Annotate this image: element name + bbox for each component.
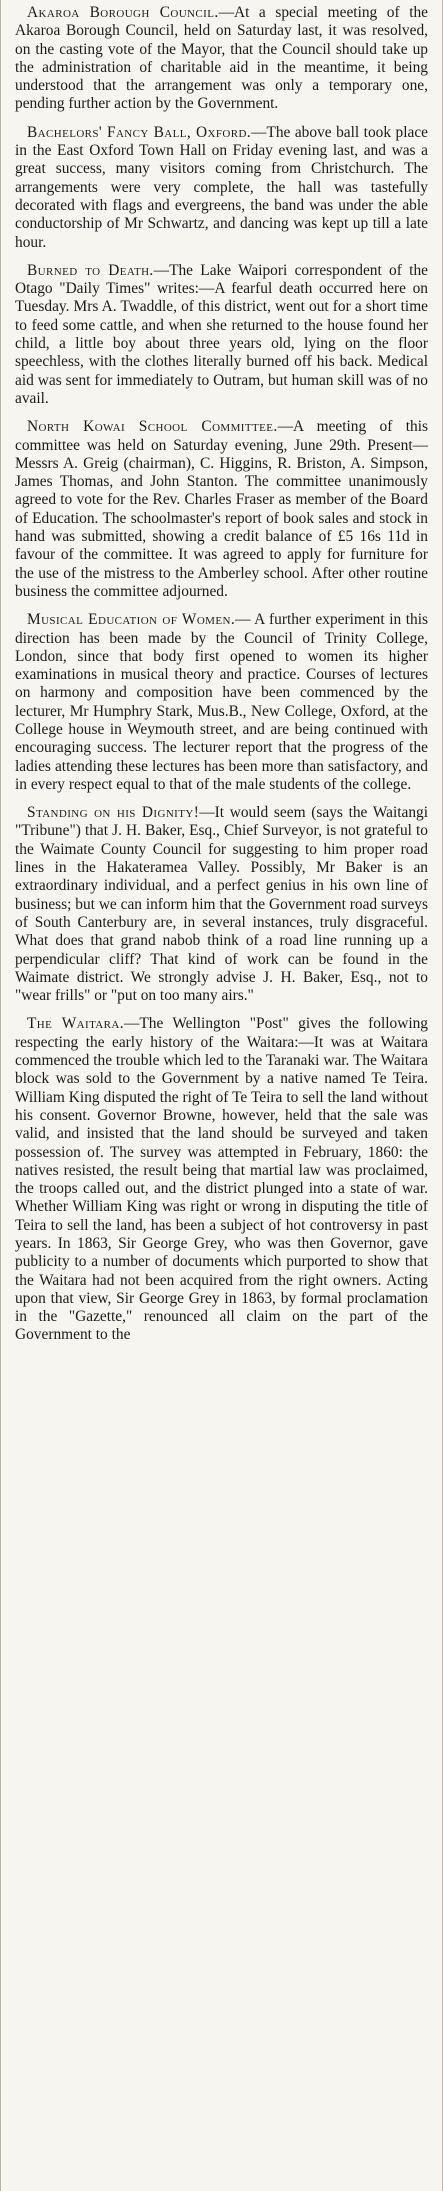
article-paragraph [15,262,428,408]
article-heading: Burned to Death. [27,261,154,279]
article-body: — A further experiment in this direction has been made by the Council of Trinity College, London, since that body first opened to women its higher examinations in musical theory and practice. Courses of lectures on harmony and composition have been commenced by the lecturer, Mr Humphry Stark, Mus.B., New College, Oxford, at the College house in Weymouth street, and are being continued with encouraging success. The lecturer report that the progress of the ladies attending these lectures has been more than satisfactory, and in every respect equal to that of the male students of the college. [15,611,428,793]
article-paragraph [15,804,428,1005]
article-heading: Akaroa Borough Council. [27,4,219,21]
article-heading: Musical Education of Women. [27,611,236,629]
article-paragraph [15,1015,428,1344]
article-heading: North Kowai School Committee. [27,418,278,436]
article-standing-on-his-dignity [15,804,428,1005]
article-heading: The Waitara. [27,1015,124,1033]
article-body: —The Wellington "Post" gives the following respecting the early history of the Waitara:—It was at Waitara commenced the trouble which led to the Taranaki war. The Waitara block was sold to the Government by a native named Te Teira. William King disputed the right of Te Teira to sell the land without his consent. Governor Browne, however, held that the sale was valid, and insisted that the land should be surveyed and taken possession of. The survey was attempted in February, 1860: the natives resisted, the result being that martial law was proclaimed, the troops called out, and the district plunged into a state of war. Whether William King was right or wrong in disputing the title of Teira to sell the land, has been a subject of hot controversy in past years. In 1863, Sir George Grey, who was then Governor, gave publicity to a number of documents which purported to show that the Waitara had not been acquired from the right owners. Acting upon that view, Sir George Grey in 1863, by formal proclamation in the "Gazette," renounced all claim on the part of the Government to the [15,1015,428,1344]
article-paragraph [15,418,428,601]
article-body: —The Lake Waipori correspondent of the Otago "Daily Times" writes:—A fearful death occurred here on Tuesday. Mrs A. Twaddle, of this district, went out for a short time to feed some cattle, and when she returned to the house found her child, a little boy about three years old, lying on the floor speechless, with the clothes literally burned off his back. Medical aid was sent for immediately to Outram, but human skill was of no avail. [15,261,428,407]
article-heading: Standing on his Dignity! [27,804,200,822]
article-paragraph [15,611,428,794]
article-body: —The above ball took place in the East Oxford Town Hall on Friday evening last, and was a great success, many visitors coming from Christchurch. The arrangements were very complete, the hall was tastefully decorated with flags and evergreens, the band was under the able conductorship of Mr Schwartz, and dancing was kept up till a late hour. [15,123,428,251]
article-akaroa-borough-council [15,4,428,114]
article-paragraph [15,124,428,252]
article-musical-education-of-women [15,611,428,794]
article-body: —It would seem (says the Waitangi "Tribune") that J. H. Baker, Esq., Chief Surveyor, is not grateful to the Waimate County Council for suggesting to him proper road lines in the Hakateramea Valley. Possibly, Mr Baker is an extraordinary individual, and a perfect genius in his own line of business; but we can inform him that the Government road surveys of South Canterbury are, in several instances, truly disgraceful. What does that grand nabob think of a road line running up a perpendicular cliff? That kind of work can be found in the Waimate district. We strongly advise J. H. Baker, Esq., not to "wear frills" or "put on too many airs." [15,804,428,1005]
article-body: —At a special meeting of the Akaroa Borough Council, held on Saturday last, it was resolved, on the casting vote of the Mayor, that the Council should take up the administration of charitable aid in the meantime, it being understood that the arrangement was only a temporary one, pending further action by the Government. [15,4,429,113]
article-heading: Bachelors' Fancy Ball, Oxford. [27,123,252,141]
article-paragraph [15,4,428,114]
article-body: —A meeting of this committee was held on Saturday evening, June 29th. Present—Messrs A. Greig (chairman), C. Higgins, R. Briston, A. Simpson, James Thomas, and John Stanton. The committee unanimously agreed to vote for the Rev. Charles Fraser as member of the Board of Education. The schoolmaster's report of book sales and stock in hand was submitted, showing a credit balance of £5 16s 11d in favour of the committee. It was agreed to apply for furniture for the use of the mistress to the Amberley school. After other routine business the committee adjourned. [15,418,428,600]
article-bachelors-fancy-ball [15,124,428,252]
article-burned-to-death [15,262,428,408]
article-the-waitara [15,1015,428,1344]
article-north-kowai-school-committee [15,418,428,601]
